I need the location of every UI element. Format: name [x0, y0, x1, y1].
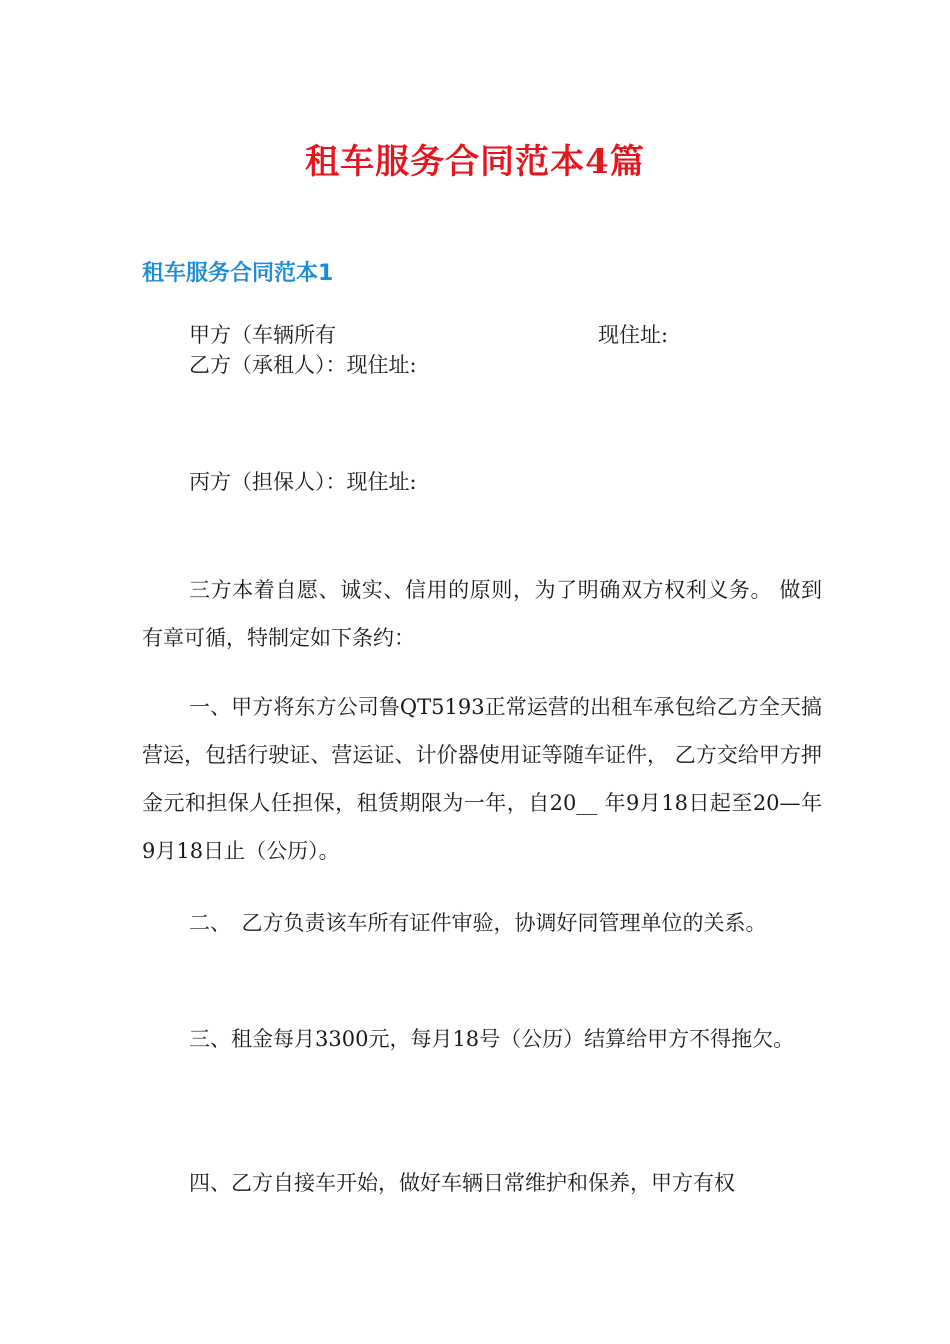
page-title: 租车服务合同范本4篇: [305, 142, 645, 182]
paragraph-clause-four: 四、乙方自接车开始，做好车辆日常维护和保养，甲方有权: [189, 1171, 735, 1195]
paragraph-clause-two: 二、 乙方负责该车所有证件审验，协调好同管理单位的关系。: [189, 911, 767, 935]
paragraph-intro: 三方本着自愿、诚实、信用的原则，为了明确双方权利义务。 做到有章可循，特制定如下条约：: [142, 578, 822, 650]
party-b-line: 乙方（承租人）：现住址:: [189, 353, 417, 377]
party-c-line: 丙方（担保人）：现住址:: [189, 470, 417, 494]
section-heading: 租车服务合同范本1: [142, 261, 334, 286]
paragraph-clause-one: 一、甲方将东方公司鲁QT5193正常运营的出租车承包给乙方全天搞营运，包括行驶证、营运证、计价器使用证等随车证件， 乙方交给甲方押金元和担保人任担保，租赁期限为一年，自20__ 年9月18日起至20—年9月18日止（公历）。: [142, 695, 822, 863]
party-a-label: 甲方（车辆所有: [189, 323, 336, 347]
party-a-address: 现住址:: [598, 323, 669, 347]
paragraph-clause-three: 三、租金每月3300元，每月18号（公历）结算给甲方不得拖欠。: [189, 1027, 795, 1051]
